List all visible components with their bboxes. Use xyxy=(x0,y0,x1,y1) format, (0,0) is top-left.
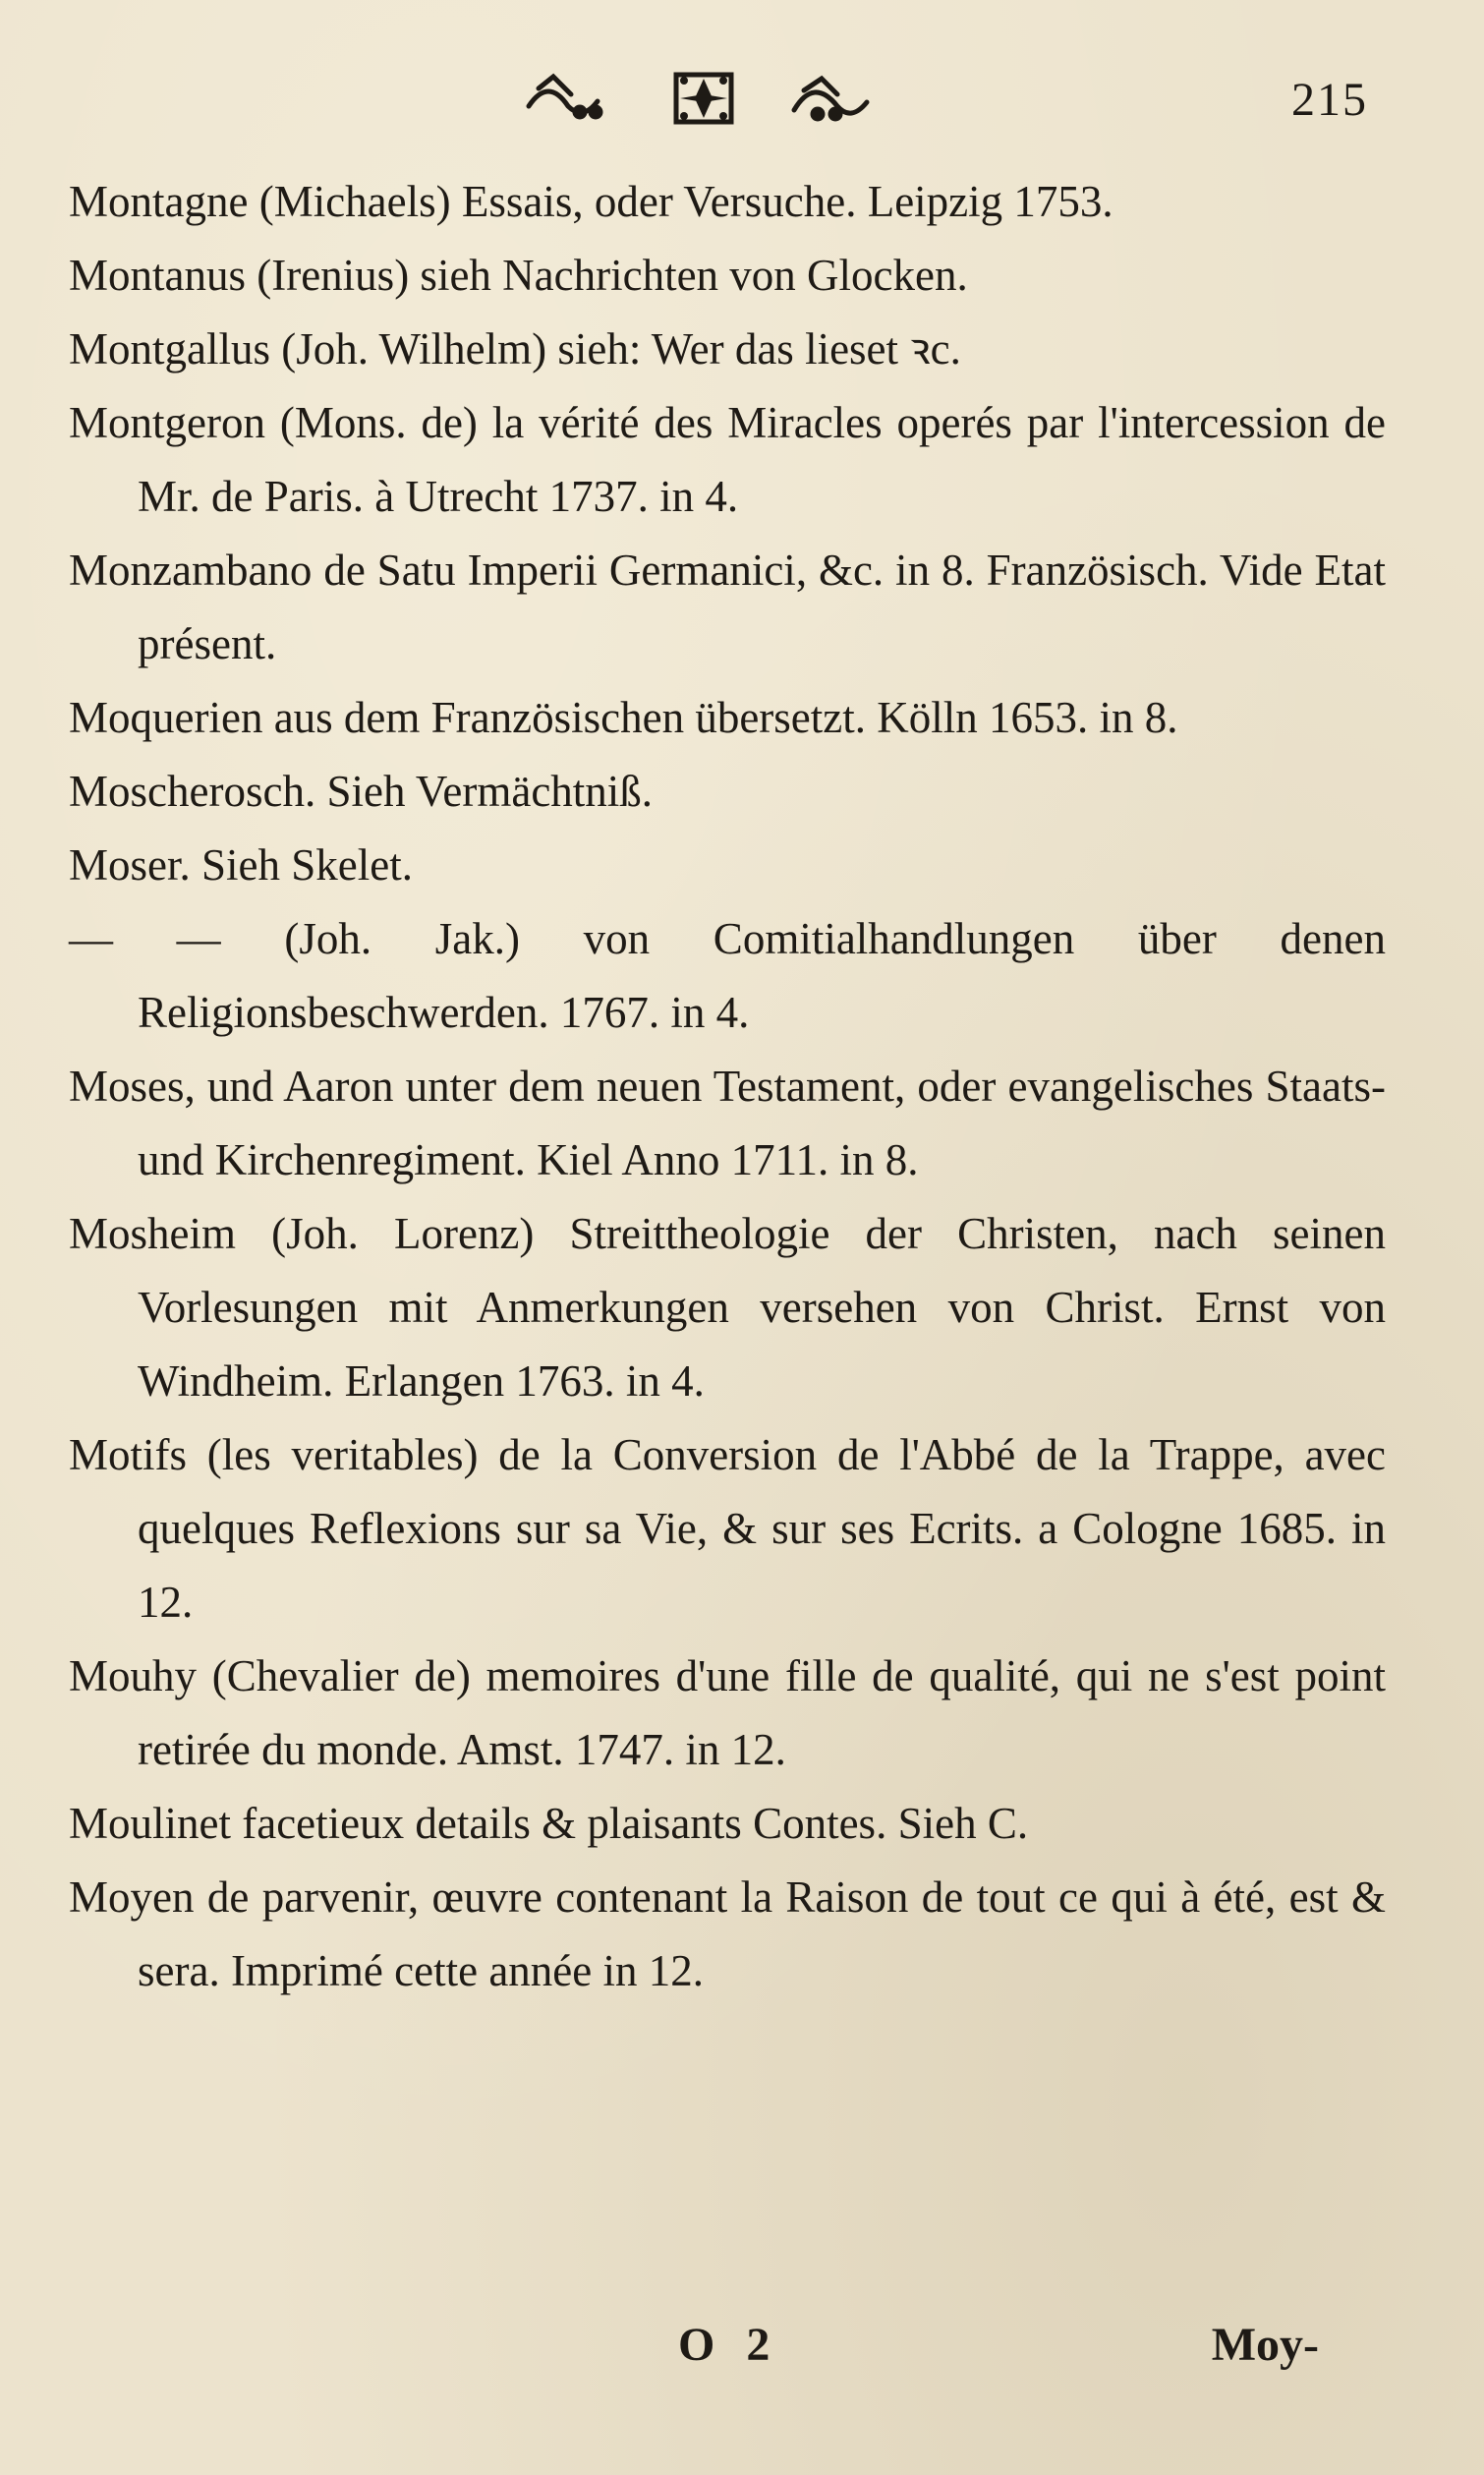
index-entry: Montgeron (Mons. de) la vérité des Miracles operés par l'intercession de Mr. de Paris. à Utrecht 1737. in 4. xyxy=(69,398,1386,521)
page-number: 215 xyxy=(1291,74,1368,126)
index-entries xyxy=(69,165,1386,2008)
index-entry: — — (Joh. Jak.) von Comitialhandlungen über denen Religionsbeschwerden. 1767. in 4. xyxy=(69,914,1386,1037)
header-ornament-icon xyxy=(519,67,892,130)
index-entry: Motifs (les veritables) de la Conversion de l'Abbé de la Trappe, avec quelques Reflexions sur sa Vie, & sur ses Ecrits. a Cologne 1685. in 12. xyxy=(69,1430,1386,1627)
index-entry: Montgallus (Joh. Wilhelm) sieh: Wer das lieset ꝛc. xyxy=(69,324,961,374)
index-entry: Moulinet facetieux details & plaisants Contes. Sieh C. xyxy=(69,1799,1029,1848)
index-entry: Montanus (Irenius) sieh Nachrichten von Glocken. xyxy=(69,251,968,300)
index-entry: Moscherosch. Sieh Vermächtniß. xyxy=(69,767,654,816)
index-entry: Moser. Sieh Skelet. xyxy=(69,840,413,890)
index-entry: Moyen de parvenir, œuvre contenant la Raison de tout ce qui à été, est & sera. Imprimé cette année in 12. xyxy=(69,1872,1386,1995)
index-entry: Moquerien aus dem Französischen übersetzt. Kölln 1653. in 8. xyxy=(69,693,1178,742)
index-entry: Moses, und Aaron unter dem neuen Testament, oder evangelisches Staats- und Kirchenregiment. Kiel Anno 1711. in 8. xyxy=(69,1062,1386,1184)
index-entry: Mosheim (Joh. Lorenz) Streittheologie der Christen, nach seinen Vorlesungen mit Anmerkungen versehen von Christ. Ernst von Windheim. Erlangen 1763. in 4. xyxy=(69,1209,1386,1406)
page-header xyxy=(0,67,1484,136)
index-entry: Monzambano de Satu Imperii Germanici, &c. in 8. Französisch. Vide Etat présent. xyxy=(69,546,1386,668)
catchword: Moy- xyxy=(1211,2319,1319,2371)
index-entry: Montagne (Michaels) Essais, oder Versuche. Leipzig 1753. xyxy=(69,177,1113,226)
signature-mark: O 2 xyxy=(678,2319,780,2371)
index-entry: Mouhy (Chevalier de) memoires d'une fille de qualité, qui ne s'est point retirée du monde. Amst. 1747. in 12. xyxy=(69,1651,1386,1774)
page-footer xyxy=(0,2318,1484,2387)
